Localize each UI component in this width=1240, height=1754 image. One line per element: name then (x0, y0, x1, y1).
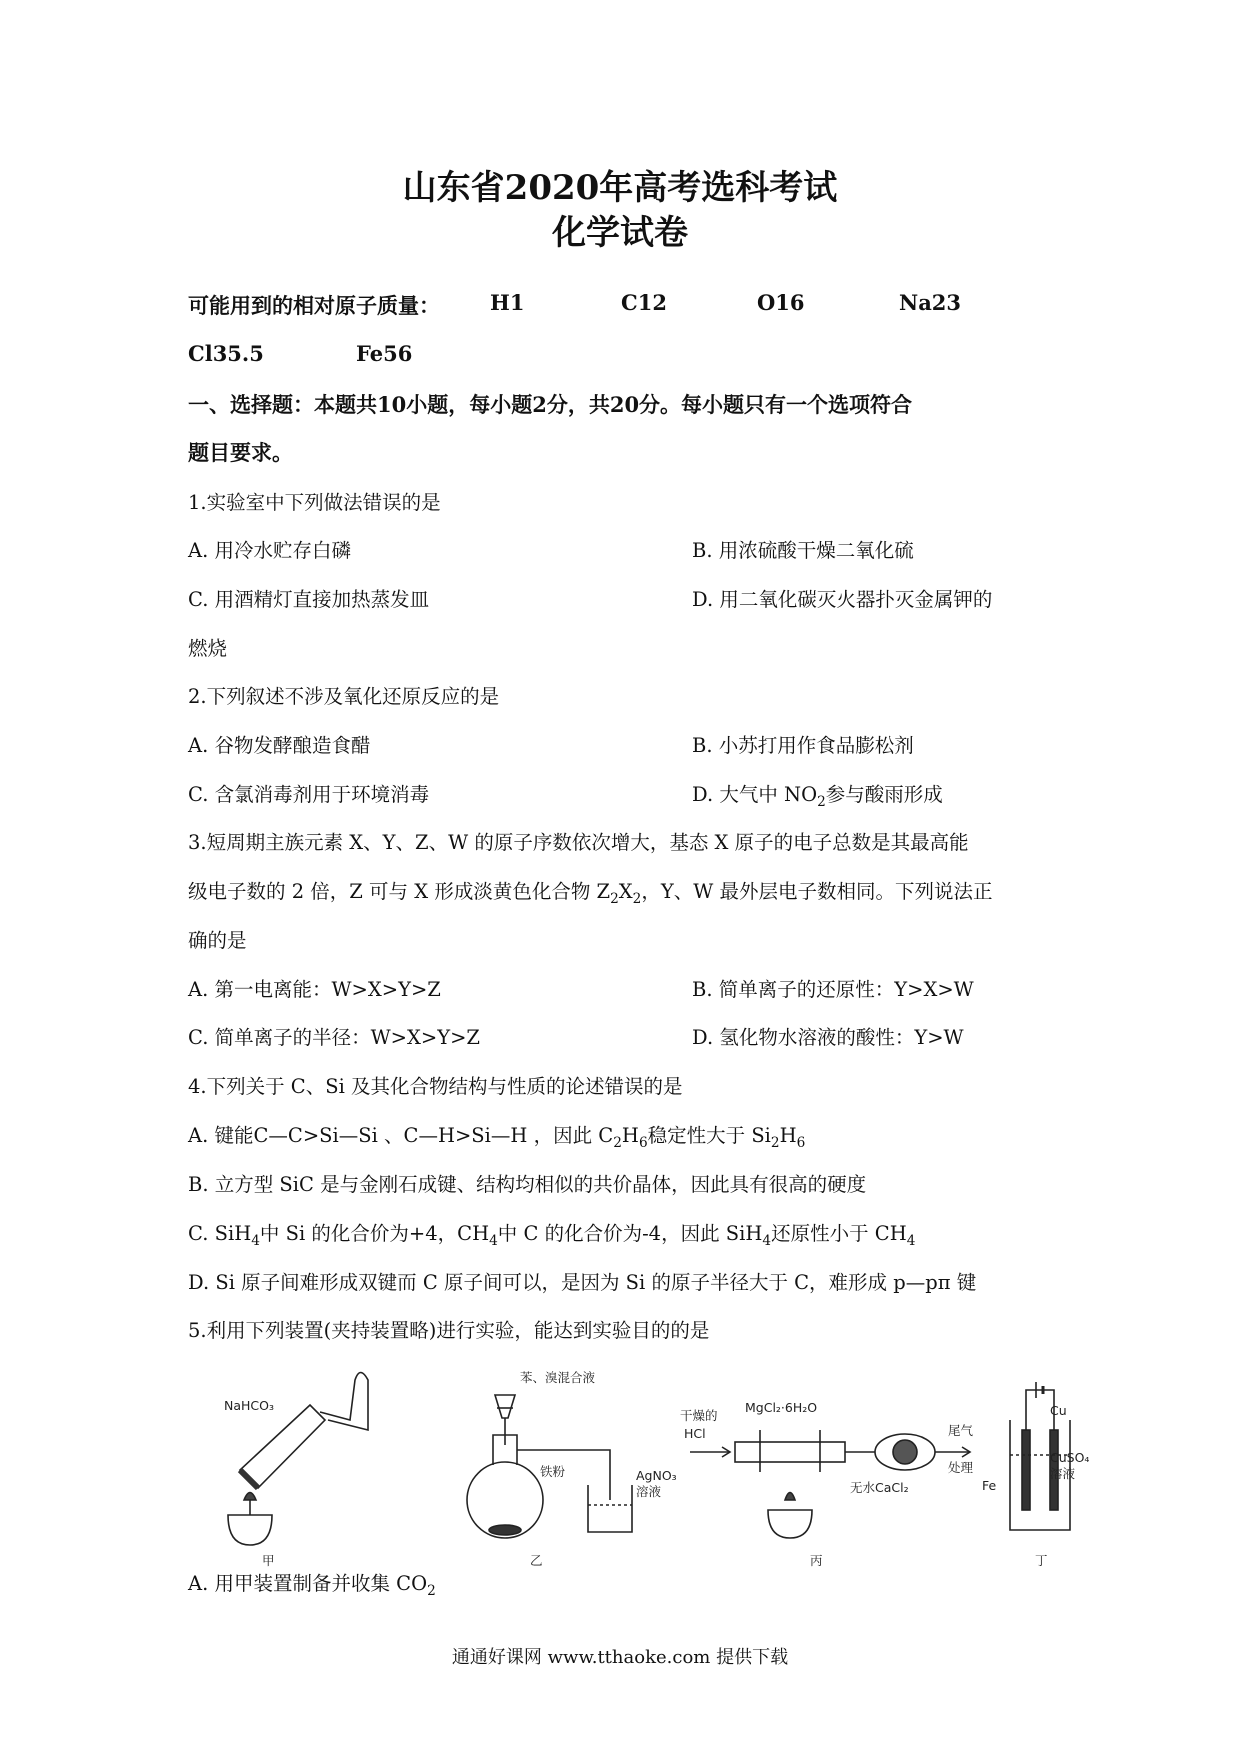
mass-item: Fe56 (356, 341, 413, 366)
section-heading-cont: 题目要求。 (188, 440, 293, 465)
alcohol-lamp (768, 1510, 812, 1538)
caption-yi: 乙 (530, 1553, 543, 1568)
question-stem-cont: 确的是 (188, 929, 247, 952)
question-stem-cont: 级电子数的 2 倍，Z 可与 X 形成淡黄色化合物 $Z_2X_2$，Y、W 最外层电子数相同。下列说法正 (188, 880, 993, 907)
mass-item: Cl35.5 (188, 341, 264, 366)
option-d: D. 大气中 $NO_2$参与酸雨形成 (692, 783, 943, 810)
label-cacl2: 无水CaCl₂ (850, 1480, 909, 1495)
label-dry: 干燥的 (680, 1408, 718, 1423)
option-b: B. 立方型 SiC 是与金刚石成键、结构均相似的共价晶体，因此具有很高的硬度 (188, 1173, 867, 1196)
question-stem: 4.下列关于 C、Si 及其化合物结构与性质的论述错误的是 (188, 1075, 683, 1098)
label-mgcl2: MgCl₂·6H₂O (745, 1400, 818, 1415)
footer-credit: 通通好课网 www.tthaoke.com 提供下载 (451, 1647, 789, 1668)
option-c: C. 用酒精灯直接加热蒸发皿 (188, 588, 430, 611)
option-d: D. Si 原子间难形成双键而 C 原子间可以，是因为 Si 的原子半径大于 C，难形成 p—pπ 键 (188, 1271, 977, 1294)
option-a: A. 键能C—C>Si—Si 、C—H>Si—H ，因此 $C_2H_6$稳定性大于 $Si_2H_6$ (188, 1124, 806, 1151)
flame (785, 1493, 795, 1501)
cacl2-granules (893, 1440, 917, 1464)
label-treatment: 处理 (948, 1460, 974, 1475)
flame (244, 1493, 256, 1501)
fe-electrode (1022, 1430, 1030, 1510)
label-fe: Fe (982, 1478, 997, 1493)
option-b: B. 小苏打用作食品膨松剂 (692, 734, 914, 757)
label-cu: Cu (1050, 1403, 1067, 1418)
question-stem: 5.利用下列装置(夹持装置略)进行实验，能达到实验目的的是 (188, 1319, 710, 1342)
option-b: B. 简单离子的还原性：Y>X>W (692, 978, 974, 1001)
page-subtitle: 化学试卷 (552, 213, 688, 253)
mass-item: O16 (757, 290, 805, 315)
label-iron-powder: 铁粉 (540, 1464, 566, 1479)
collecting-tube (320, 1373, 368, 1431)
label-solution: 溶液 (1050, 1466, 1076, 1481)
mass-item: H1 (490, 290, 525, 315)
option-c: C. 含氯消毒剂用于环境消毒 (188, 783, 430, 806)
mass-item: Na23 (899, 290, 962, 315)
caption-ding: 丁 (1035, 1553, 1048, 1568)
option-c: C. SiH$_4$中 Si 的化合价为+4，$CH_4$中 C 的化合价为-4，因此 SiH$_4$还原性小于 $CH_4$ (188, 1222, 916, 1249)
label-agno3: AgNO₃ (636, 1468, 677, 1483)
dropping-funnel (495, 1395, 515, 1418)
iron-powder (489, 1525, 521, 1535)
option-b: B. 用浓硫酸干燥二氧化硫 (692, 539, 914, 562)
label-tail-gas: 尾气 (948, 1423, 974, 1438)
apparatus-jia (224, 1373, 368, 1546)
label-hcl: HCl (684, 1426, 706, 1441)
option-d: D. 氢化物水溶液的酸性：Y>W (692, 1026, 964, 1049)
label-cuso4: CuSO₄ (1050, 1450, 1090, 1465)
label-nahco3: NaHCO₃ (224, 1398, 274, 1413)
caption-jia: 甲 (262, 1553, 275, 1568)
apparatus-ding (982, 1382, 1089, 1530)
page-title: 山东省2020年高考选科考试 (402, 168, 838, 208)
option-d-cont: 燃烧 (188, 637, 228, 660)
option-a: A. 第一电离能：W>X>Y>Z (188, 978, 441, 1001)
option-a: A. 谷物发酵酿造食醋 (188, 734, 371, 757)
label-benzene-bromine: 苯、溴混合液 (520, 1370, 596, 1385)
question-stem: 1.实验室中下列做法错误的是 (188, 491, 441, 514)
option-d: D. 用二氧化碳灭火器扑灭金属钾的 (692, 588, 993, 611)
label-solution: 溶液 (636, 1484, 662, 1499)
reaction-tube (735, 1442, 845, 1462)
question-stem: 2.下列叙述不涉及氧化还原反应的是 (188, 685, 500, 708)
question-stem: 3.短周期主族元素 X、Y、Z、W 的原子序数依次增大，基态 X 原子的电子总数是其最高能 (188, 831, 969, 854)
apparatus-yi (467, 1370, 677, 1538)
apparatus-figure (200, 1360, 1090, 1570)
apparatus-bing (680, 1400, 974, 1538)
caption-bing: 丙 (810, 1553, 823, 1568)
test-tube (240, 1405, 325, 1488)
tube-solid (240, 1470, 258, 1488)
option-c: C. 简单离子的半径：W>X>Y>Z (188, 1026, 480, 1049)
masses-label: 可能用到的相对原子质量： (188, 293, 440, 318)
option-a: A. 用冷水贮存白磷 (188, 539, 351, 562)
mass-item: C12 (621, 290, 667, 315)
section-heading: 一、选择题：本题共10小题，每小题2分，共20分。每小题只有一个选项符合 (188, 392, 913, 417)
option-a: A. 用甲装置制备并收集 $CO_2$ (188, 1572, 436, 1599)
alcohol-lamp (228, 1515, 272, 1545)
